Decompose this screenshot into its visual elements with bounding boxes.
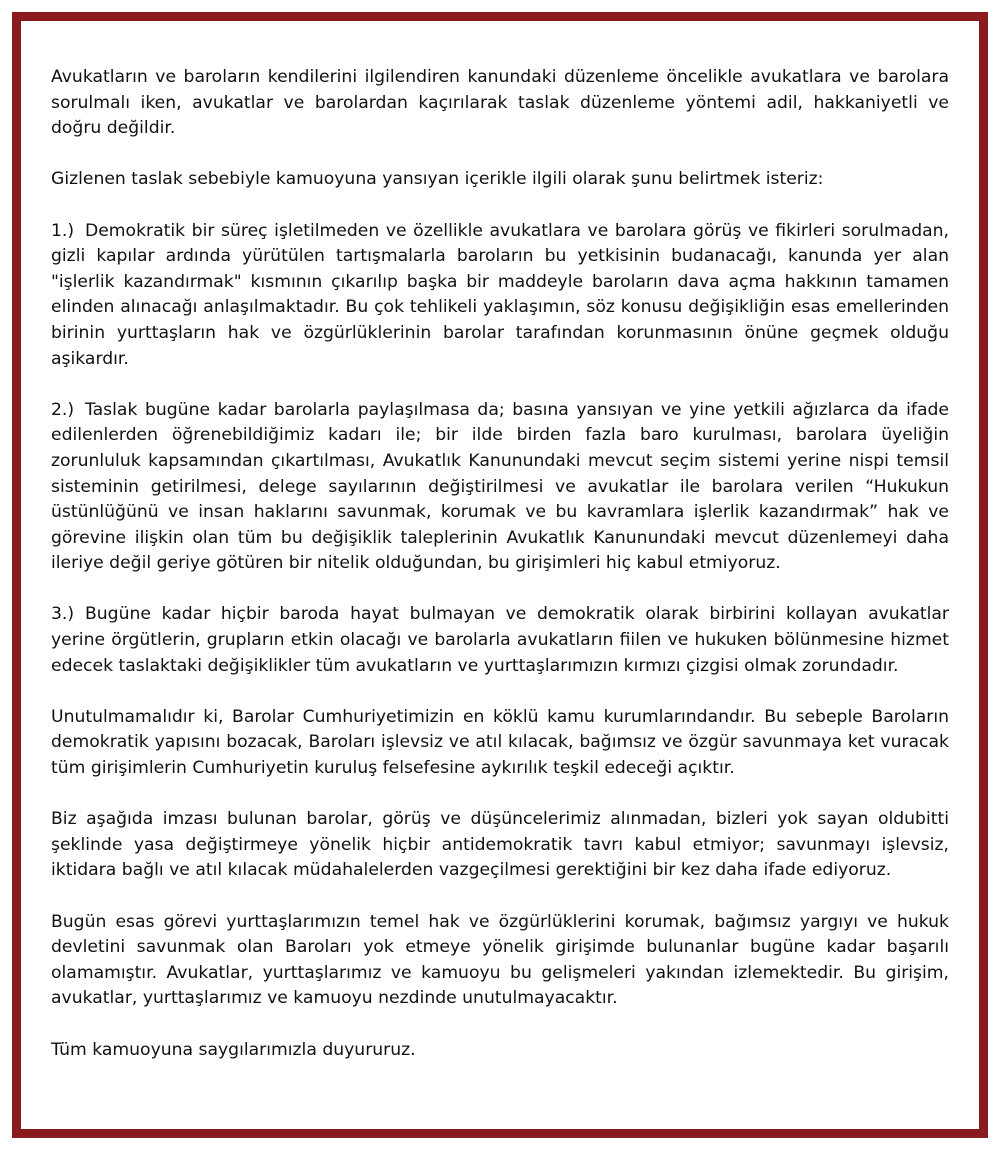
- item-text: Bugüne kadar hiçbir baroda hayat bulmayan ve demokratik olarak birbirini kollayan avukatlar yerine örgütlerin, grupların etkin olacağı ve barolarla avukatların fiilen ve hukuken bölünmesine hizmet edecek taslaktaki değişiklikler tüm avukatların ve yurttaşlarımızın kırmızı çizgisi olmak zorundadır.: [51, 604, 949, 676]
- intro-paragraph: Avukatların ve baroların kendilerini ilgilendiren kanundaki düzenleme öncelikle avukatlara ve barolara sorulmalı iken, avukatlar ve barolardan kaçırılarak taslak düzenleme yöntemi adil, hakkaniyetli ve doğru değildir.: [51, 67, 949, 139]
- numbered-item-1: [51, 219, 949, 373]
- statement-paragraph: Gizlenen taslak sebebiyle kamuoyuna yansıyan içerikle ilgili olarak şunu belirtmek isteriz:: [51, 169, 824, 190]
- item-number: 2.): [51, 399, 75, 420]
- item-number: 3.): [51, 604, 75, 625]
- item-text: Demokratik bir süreç işletilmeden ve özellikle avukatlara ve barolara görüş ve fikirleri sorulmadan, gizli kapılar ardında yürütülen tartışmalarla baroların bu yetkisinin budanacağı, kanunda yer alan "işlerlik kazandırmak" kısmının çıkarılıp başka bir maddeyle baroların dava açma hakkının tamamen elinden alınacağı anlaşılmaktadır. Bu çok tehlikeli yaklaşımın, söz konusu değişikliğin esas emellerinden birinin yurttaşların hak ve özgürlüklerinin barolar tarafından korunmasının önüne geçmek olduğu aşikardır.: [51, 220, 949, 369]
- document-body: [51, 65, 949, 1063]
- body-paragraph: Biz aşağıda imzası bulunan barolar, görüş ve düşüncelerimiz alınmadan, bizleri yok sayan oldubitti şeklinde yasa değiştirmeye yönelik hiçbir antidemokratik tavrı kabul etmiyor; savunmayı işlevsiz, iktidara bağlı ve atıl kılacak müdahalelerden vazgeçilmesi gerektiğini bir kez daha ifade ediyoruz.: [51, 809, 949, 881]
- body-paragraph: Bugün esas görevi yurttaşlarımızın temel hak ve özgürlüklerini korumak, bağımsız yargıyı ve hukuk devletini savunmak olan Baroları yok etmeye yönelik girişimde bulunanlar bugüne kadar başarılı olamamıştır. Avukatlar, yurttaşlarımız ve kamuoyu bu gelişmeleri yakından izlemektedir. Bu girişim, avukatlar, yurttaşlarımız ve kamuoyu nezdinde unutulmayacaktır.: [51, 911, 949, 1009]
- body-paragraph: Unutulmamalıdır ki, Barolar Cumhuriyetimizin en köklü kamu kurumlarındandır. Bu sebeple Baroların demokratik yapısını bozacak, Baroları işlevsiz ve atıl kılacak, bağımsız ve özgür savunmaya ket vuracak tüm girişimlerin Cumhuriyetin kuruluş felsefesine aykırılık teşkil edeceği açıktır.: [51, 706, 949, 779]
- numbered-item-2: [51, 398, 949, 577]
- item-text: Taslak bugüne kadar barolarla paylaşılmasa da; basına yansıyan ve yine yetkili ağızlarca da ifade edilenlerden öğrenebildiğimiz kadarı ile; bir ilde birden fazla baro kurulması, barolara üyeliğin zorunluluk kapsamından çıkartılması, Avukatlık Kanunundaki mevcut seçim sistemi yerine nispi temsil sisteminin getirilmesi, delege sayılarının değiştirilmesi ve avukatlar ile barolara verilen “Hukukun üstünlüğünü ve insan haklarını savunmak, korumak ve bu kavramlara işlerlik kazandırmak” hak ve görevine ilişkin olan tüm bu değişiklik taleplerinin Avukatlık Kanunundaki mevcut düzenlemeyi daha ileriye değil geriye götüren bir nitelik olduğundan, bu girişimleri hiç kabul etmiyoruz.: [51, 399, 949, 574]
- document-frame: [12, 12, 988, 1138]
- closing-paragraph: Tüm kamuoyuna saygılarımızla duyururuz.: [51, 1039, 416, 1060]
- numbered-item-3: [51, 602, 949, 679]
- item-number: 1.): [51, 220, 75, 241]
